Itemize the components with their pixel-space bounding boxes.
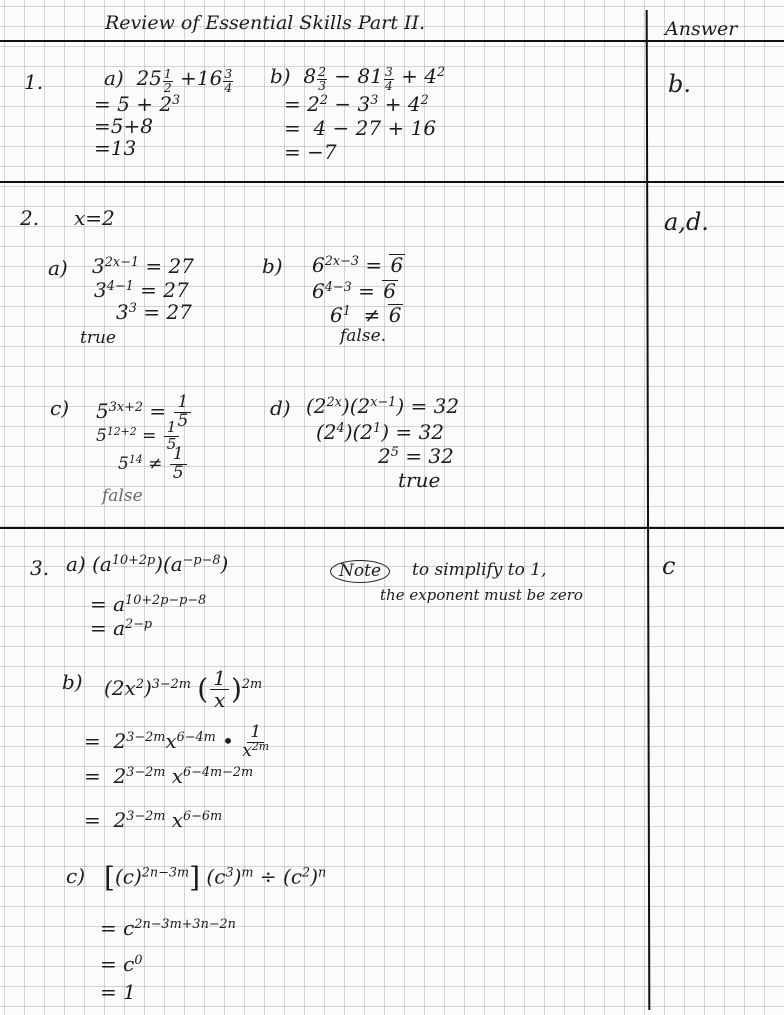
q1b-step-2: = 4 − 27 + 16 — [284, 116, 437, 140]
section-divider-1 — [0, 181, 784, 183]
q2d-result: true — [398, 468, 441, 492]
q2a-result: true — [80, 328, 116, 348]
q2b-result: false. — [340, 326, 387, 346]
q2b-step-1: $6^{4-3} = 6$ — [312, 279, 396, 303]
section-divider-2 — [0, 527, 784, 529]
q3-note-line-2: the exponent must be zero — [380, 586, 583, 604]
q2c-equation: $5^{3x+2}$ = $\frac{1}{5}$ — [96, 394, 193, 431]
q3b-step-2: = $2^{3-2m}$ $x^{6-4m-2m}$ — [84, 764, 254, 788]
q3c-step-2: = $c^0$ — [100, 952, 143, 976]
q2d-equation: $(2^{2x})(2^{x-1}) = 32$ — [306, 394, 460, 418]
q2c-step-1: $5^{12+2}$ = $\frac{1}{5}$ — [96, 420, 181, 453]
q2a-step-2: $3^3 = 27$ — [116, 300, 192, 324]
page-title: Review of Essential Skills Part II. — [105, 12, 426, 34]
q1a-step-2: =5+8 — [94, 114, 153, 138]
q2d-step-2: $2^5 = 32$ — [378, 444, 454, 468]
q1a-step-3: =13 — [94, 136, 137, 160]
q3b-label: b) — [62, 670, 83, 694]
header-rule — [0, 40, 784, 42]
q2b-label: b) — [262, 254, 283, 278]
q3b-expression: $(2x^2)^{3-2m}$ ( $\frac{1}{x}$ )$^{2m}$ — [104, 666, 263, 712]
q1b-step-3: = −7 — [284, 140, 337, 164]
q3-note-badge: Note — [330, 560, 390, 583]
q3a-step-1: = $a^{10+2p-p-8}$ — [90, 592, 207, 616]
q2c-label: c) — [50, 396, 70, 420]
q1-answer: b. — [668, 70, 691, 98]
q2-given: x=2 — [74, 206, 115, 230]
q3b-step-3: = $2^{3-2m}$ $x^{6-6m}$ — [84, 808, 223, 832]
q2-answer: a,d. — [664, 208, 709, 236]
q3c-label: c) — [66, 864, 86, 888]
q3-answer: c — [662, 552, 676, 580]
q2b-step-2: $6^1 \ne 6$ — [330, 303, 402, 327]
q2c-result: false — [102, 486, 143, 506]
q1a-expression: a) 25 $\frac{1}{2}$ +16 $\frac{3}{4}$ — [104, 66, 233, 95]
answer-column-header: Answer — [665, 18, 738, 40]
q1b-expression: b) 8 $\frac{2}{3}$ − 81 $\frac{3}{4}$ + $4^2$ — [270, 64, 446, 93]
q1b-step-1: = $2^2 - 3^3 + 4^2$ — [284, 92, 429, 116]
q2-label: 2. — [20, 206, 40, 230]
q2a-step-1: $3^{4-1} = 27$ — [94, 278, 189, 302]
q2c-step-2: $5^{14}$ ≠ $\frac{1}{5}$ — [118, 446, 189, 483]
q3a-step-2: = $a^{2-p}$ — [90, 616, 153, 640]
q2d-step-1: $(2^4)(2^1) = 32$ — [316, 420, 444, 444]
answer-column-divider — [646, 10, 651, 1010]
q3-note-line-1: to simplify to 1, — [412, 560, 547, 580]
q2d-label: d) — [270, 396, 291, 420]
q3b-step-1: = $2^{3-2m}x^{6-4m}$ • $\frac{1}{x^{2m}}$ — [84, 722, 270, 761]
q1a-step-1: = $5 + 2^3$ — [94, 92, 181, 116]
q3-label: 3. — [30, 556, 50, 580]
q3c-expression: $[(c)^{2n-3m}] (c^3)^m \div (c^2)^n$ — [104, 861, 327, 894]
q3c-step-1: = $c^{2n-3m+3n-2n}$ — [100, 916, 236, 940]
q3c-step-3: = 1 — [100, 980, 136, 1004]
q2a-label: a) — [48, 256, 68, 280]
q1-label: 1. — [24, 70, 44, 94]
q2a-equation: $3^{2x-1} = 27$ — [92, 254, 194, 278]
q2b-equation: $6^{2x-3} = 6$ — [312, 253, 404, 277]
q3a-expression: a) $(a^{10+2p})(a^{-p-8})$ — [66, 552, 229, 576]
